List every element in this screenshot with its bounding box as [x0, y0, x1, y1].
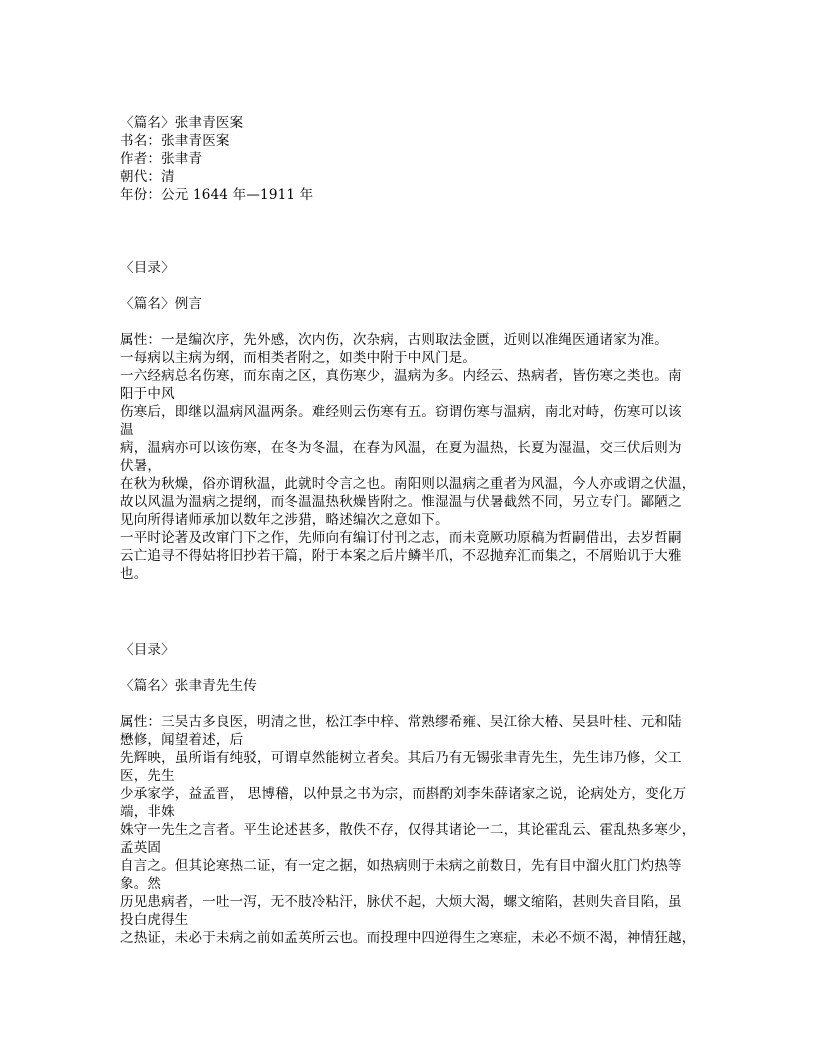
section1-toc: 〈目录〉 — [120, 260, 175, 276]
section2-line: 懋修，闻望着述，后 — [120, 732, 244, 748]
section1-title: 〈篇名〉例言 — [120, 296, 203, 312]
section2-line: 投白虎得生 — [120, 912, 189, 928]
section2-line: 自言之。但其论寒热二证，有一定之据，如热病则于未病之前数日，先有目中溜火肛门灼热等 — [120, 858, 682, 874]
section1-line: 阳于中风 — [120, 386, 175, 402]
header-years: 年份：公元 1644 年—1911 年 — [120, 187, 314, 203]
section2-line: 孟英固 — [120, 840, 162, 856]
section2-line: 之热证，未必于未病之前如孟英所云也。而投理中四逆得生之寒症，未必不烦不渴，神情狂越， — [120, 930, 696, 946]
section1-line: 病，温病亦可以该伤寒，在冬为冬温，在春为风温，在夏为温热，长夏为湿温，交三伏后则为 — [120, 440, 682, 456]
section2-line: 历见患病者，一吐一泻，无不肢冷粘汗，脉伏不起，大烦大渴，螺文缩陷，甚则失音目陷，虽 — [120, 894, 682, 910]
section1-line: 见向所得诸师承加以数年之涉猎，略述编次之意如下。 — [120, 512, 449, 528]
section2-line: 医，先生 — [120, 768, 175, 784]
section1-line: 伏暑， — [120, 458, 162, 474]
section1-line: 在秋为秋燥，俗亦谓秋温，此就时令言之也。南阳则以温病之重者为风温，今人亦或谓之伏温， — [120, 476, 696, 492]
section1-line: 一六经病总名伤寒，而东南之区，真伤寒少，温病为多。内经云、热病者，皆伤寒之类也。南 — [120, 368, 682, 384]
section2-line: 端，非姝 — [120, 804, 175, 820]
section2-toc: 〈目录〉 — [120, 642, 175, 658]
section1-line: 伤寒后，即继以温病风温两条。难经则云伤寒有五。窃谓伤寒与温病，南北对峙，伤寒可以该 — [120, 404, 682, 420]
section2-line: 先辉映，虽所诣有纯驳，可谓卓然能树立者矣。其后乃有无锡张聿青先生，先生讳乃修，父工 — [120, 750, 682, 766]
header-author: 作者：张聿青 — [120, 151, 203, 167]
section1-line: 故以风温为温病之提纲，而冬温温热秋燥皆附之。惟湿温与伏暑截然不同，另立专门。鄙陋之 — [120, 494, 682, 510]
section1-line: 属性：一是编次序，先外感，次内伤，次杂病，古则取法金匮，近则以准绳医通诸家为准。 — [120, 332, 668, 348]
section1-line: 也。 — [120, 566, 148, 582]
header-title-line: 〈篇名〉张聿青医案 — [120, 115, 244, 131]
header-block — [120, 114, 704, 204]
section1-body — [120, 331, 704, 583]
section2-body — [120, 713, 704, 947]
section1-line: 一平时论著及改窜门下之作，先师向有编订付刊之志，而未竟厥功原稿为哲嗣借出，去岁哲嗣 — [120, 530, 682, 546]
section2-line: 姝守一先生之言者。平生论述甚多，散佚不存，仅得其诸论一二，其论霍乱云、霍乱热多寒少， — [120, 822, 696, 838]
section2-line: 少承家学，益孟晋， 思博稽，以仲景之书为宗，而斟酌刘李朱薛诸家之说，论病处方，变化万 — [120, 786, 687, 802]
section2-line: 象。然 — [120, 876, 162, 892]
section2-line: 属性：三吴古多良医，明清之世，松江李中梓、常熟缪希雍、吴江徐大椿、吴县叶桂、元和陆 — [120, 714, 682, 730]
header-dynasty: 朝代：清 — [120, 169, 175, 185]
section1-line: 温 — [120, 422, 134, 438]
section1-line: 一每病以主病为纲，而相类者附之，如类中附于中风门是。 — [120, 350, 477, 366]
section1-line: 云亡追寻不得姑将旧抄若干篇，附于本案之后片鳞半爪，不忍抛弃汇而集之，不屑贻讥于大雅 — [120, 548, 682, 564]
section2-title: 〈篇名〉张聿青先生传 — [120, 678, 257, 694]
header-book-name: 书名：张聿青医案 — [120, 133, 230, 149]
